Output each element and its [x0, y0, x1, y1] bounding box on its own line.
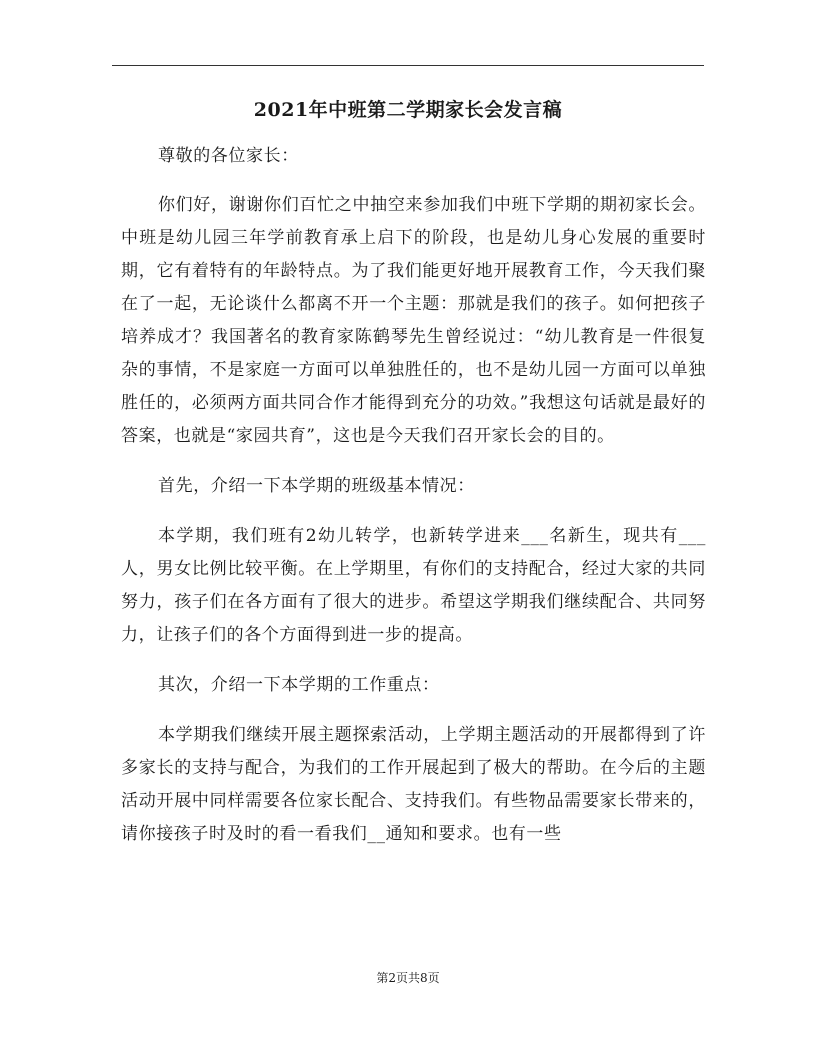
- body-paragraph: 你们好，谢谢你们百忙之中抽空来参加我们中班下学期的期初家长会。中班是幼儿园三年学前教育承上启下的阶段，也是幼儿身心发展的重要时期，它有着特有的年龄特点。为了我们能更好地开展教育工作，今天我们聚在了一起，无论谈什么都离不开一个主题：那就是我们的孩子。如何把孩子培养成才？我国著名的教育家陈鹤琴先生曾经说过：“幼儿教育是一件很复杂的事情，不是家庭一方面可以单独胜任的，也不是幼儿园一方面可以单独胜任的，必须两方面共同合作才能得到充分的功效。”我想这句话就是最好的答案，也就是“家园共育”，这也是今天我们召开家长会的目的。: [121, 195, 706, 446]
- document-body: [121, 140, 706, 869]
- header-rule: [112, 65, 704, 66]
- page-indicator: 第2页共8页: [376, 971, 440, 985]
- salutation-paragraph: 尊敬的各位家长：: [158, 146, 299, 166]
- document-title: 2021年中班第二学期家长会发言稿: [253, 99, 563, 121]
- body-paragraph: 本学期我们继续开展主题探索活动，上学期主题活动的开展都得到了许多家长的支持与配合，为我们的工作开展起到了极大的帮助。在今后的主题活动开展中同样需要各位家长配合、支持我们。有些物品需要家长带来的，请你接孩子时及时的看一看我们__通知和要求。也有一些: [121, 725, 706, 844]
- section-heading-paragraph: 首先，介绍一下本学期的班级基本情况：: [158, 476, 475, 496]
- body-paragraph: 本学期，我们班有2幼儿转学，也新转学进来___名新生，现共有___人，男女比例比较平衡。在上学期里，有你们的支持配合，经过大家的共同努力，孩子们在各方面有了很大的进步。希望这学期我们继续配合、共同努力，让孩子们的各个方面得到进一步的提高。: [121, 526, 706, 645]
- section-heading-paragraph: 其次，介绍一下本学期的工作重点：: [158, 675, 440, 695]
